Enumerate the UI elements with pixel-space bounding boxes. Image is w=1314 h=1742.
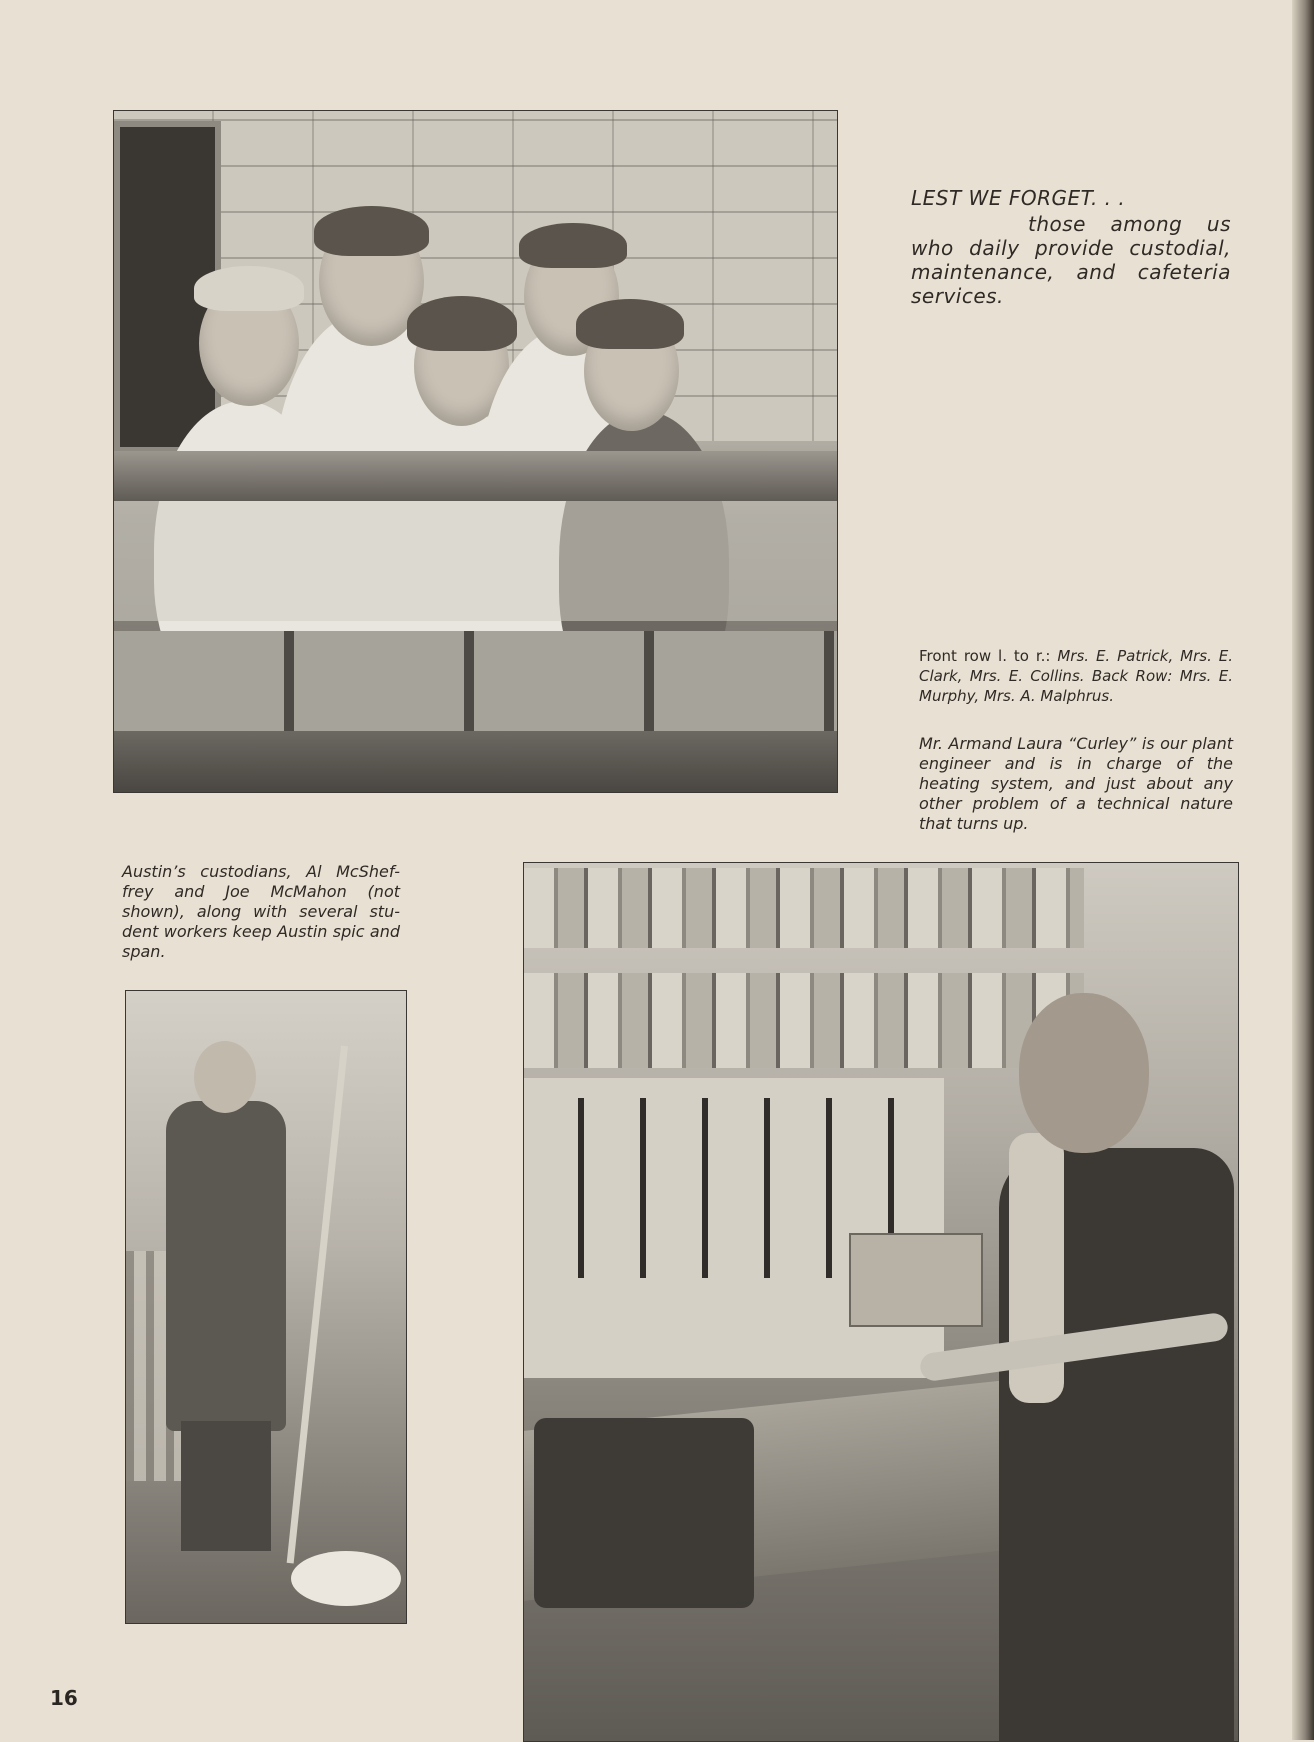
cafeteria-caption-lead: Front row l. to r.:	[919, 647, 1058, 665]
cafeteria-caption-names: Mrs. E. Patrick, Mrs. E. Clark, Mrs. E. Collins. Back Row: Mrs. E. Murphy, Mrs. A. Malphrus.	[919, 647, 1234, 705]
intro-title: LEST WE FORGET. . .	[911, 186, 1126, 210]
bench-vise	[534, 1418, 754, 1608]
engineer-caption: Mr. Armand Laura “Curley” is our plant engineer and is in charge of the heating system, and just about any other problem of a technical nature that turns up.	[919, 734, 1233, 833]
jar-shelf-top	[524, 868, 1084, 948]
mop-head	[291, 1551, 401, 1606]
custodian-head	[194, 1041, 256, 1113]
workshop-engineer-photo	[523, 862, 1239, 1742]
person-hair	[519, 223, 627, 268]
person-hair	[407, 296, 517, 351]
sneeze-guard-glass	[114, 501, 837, 621]
page-number: 16	[50, 1686, 78, 1710]
custodian-legs	[181, 1421, 271, 1551]
custodian-mopping-photo	[125, 990, 407, 1624]
mop-handle	[287, 1046, 348, 1564]
counter-front	[114, 731, 837, 792]
steam-table-trays	[114, 631, 837, 731]
person-hair	[576, 299, 684, 349]
cafeteria-caption	[919, 646, 1233, 706]
person-hair	[194, 266, 304, 311]
custodians-caption: Austin’s custodians, Al McShef-frey and Joe McMahon (not shown), along with several stu-dent workers keep Austin spic and span.	[122, 862, 400, 961]
sneeze-guard-rail	[114, 451, 837, 501]
engineer-head	[1019, 993, 1149, 1153]
intro-body: those among us who daily provide custodial, maintenance, and cafeteria services.	[911, 212, 1231, 308]
page-spine-shadow	[1292, 0, 1314, 1740]
cafeteria-staff-photo	[113, 110, 838, 793]
custodian-body	[166, 1101, 286, 1431]
person-hair	[314, 206, 429, 256]
cardboard-box	[849, 1233, 983, 1327]
